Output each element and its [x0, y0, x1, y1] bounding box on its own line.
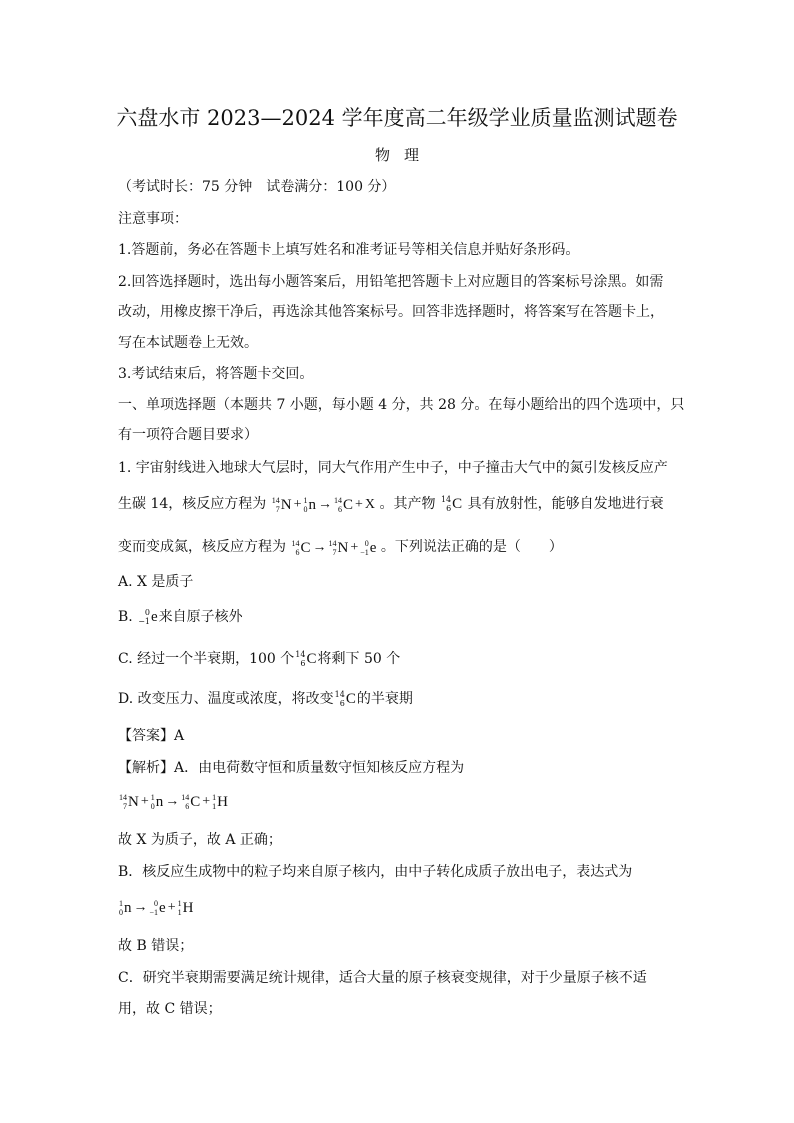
- answer-label: 【答案】A: [118, 728, 185, 744]
- question-1-stem-line-3: [118, 537, 563, 558]
- nuclide-N14: 14 7 N: [328, 538, 349, 557]
- nuclide-C14: 14 6 C: [334, 690, 356, 708]
- decay-equation: 14 6 C → 14 7 N + 0 −1 e: [291, 538, 377, 557]
- section-heading-line-2: 有一项符合题目要求）: [118, 427, 258, 443]
- nuclide-electron: 0 −1 e: [138, 608, 158, 626]
- stem-text: 变而变成氮，核反应方程为: [118, 539, 286, 555]
- option-a: A. X 是质子: [118, 574, 194, 590]
- nuclide-electron: 0 −1 e: [149, 898, 166, 917]
- analysis-a: 【解析】A．由电荷数守恒和质量数守恒知核反应方程为: [118, 760, 465, 776]
- nuclide-proton: 1 1 H: [212, 792, 229, 811]
- option-b: B. 0 −1 e 来自原子核外: [118, 608, 243, 626]
- nuclide-N14: 14 7 N: [271, 495, 292, 514]
- section-heading-line-1: 一、单项选择题（本题共 7 小题，每小题 4 分，共 28 分。在每小题给出的四个选项中，只: [118, 397, 685, 413]
- nuclide-neutron: 1 0 n: [303, 495, 316, 514]
- analysis-c-line-1: C．研究半衰期需要满足统计规律，适合大量的原子核衰变规律，对于少量原子核不适: [118, 970, 647, 986]
- exam-info: （考试时长：75 分钟 试卷满分：100 分）: [118, 179, 396, 195]
- nuclide-electron: 0 −1 e: [360, 538, 377, 557]
- stem-text: 。其产物: [379, 496, 436, 512]
- note-item-2-line-3: 写在本试题卷上无效。: [118, 335, 258, 351]
- formation-equation: 14 7 N + 1 0 n → 14 6 C + X: [271, 495, 376, 514]
- note-item-2-line-2: 改动，用橡皮擦干净后，再选涂其他答案标号。回答非选择题时，将答案写在答题卡上，: [118, 304, 664, 320]
- note-item-1: 1.答题前，务必在答题卡上填写姓名和准考证号等相关信息并贴好条形码。: [118, 242, 580, 258]
- stem-text: 生碳 14，核反应方程为: [118, 496, 267, 512]
- subject-label: 物理: [374, 146, 433, 164]
- nuclide-C14: 14 6 C: [295, 650, 317, 668]
- stem-text: 。下列说法正确的是（ ）: [380, 539, 563, 555]
- nuclide-neutron: 1 0 n: [119, 898, 132, 917]
- stem-text: 具有放射性，能够自发地进行衰: [467, 496, 664, 512]
- note-item-2-line-1: 2.回答选择题时，选出每小题答案后，用铅笔把答题卡上对应题目的答案标号涂黑。如需: [118, 274, 664, 290]
- exam-title: 六盘水市 2023—2024 学年度高二年级学业质量监测试题卷: [116, 106, 678, 130]
- nuclide-C14: 14 6 C: [333, 495, 353, 514]
- note-item-3: 3.考试结束后，将答题卡交回。: [118, 366, 314, 382]
- analysis-equation-a: 14 7 N + 1 0 n → 14 6 C + 1 1 H: [119, 792, 229, 811]
- question-1-stem-line-1: 1. 宇宙射线进入地球大气层时，同大气作用产生中子，中子撞击大气中的氮引发核反应产: [118, 460, 668, 476]
- option-c: C. 经过一个半衰期，100 个 14 6 C 将剩下 50 个: [118, 650, 401, 668]
- nuclide-C14: 14 6 C: [291, 538, 311, 557]
- nuclide-C14: 14 6 C: [181, 792, 201, 811]
- nuclide-proton: 1 1 H: [177, 898, 194, 917]
- nuclide-N14: 14 7 N: [119, 792, 139, 811]
- nuclide-C14: 14 6 C: [440, 495, 463, 513]
- analysis-b: B．核反应生成物中的粒子均来自原子核内，由中子转化成质子放出电子，表达式为: [118, 864, 633, 880]
- question-1-stem-line-2: [118, 494, 664, 515]
- analysis-c-line-2: 用，故 C 错误；: [118, 1001, 222, 1017]
- nuclide-neutron: 1 0 n: [150, 792, 164, 811]
- option-d: D. 改变压力、温度或浓度，将改变 14 6 C 的半衰期: [118, 690, 413, 708]
- conclusion-a: 故 X 为质子，故 A 正确；: [118, 832, 282, 848]
- analysis-equation-b: 1 0 n → 0 −1 e + 1 1 H: [119, 898, 194, 917]
- notes-heading: 注意事项：: [118, 211, 188, 227]
- conclusion-b: 故 B 错误；: [118, 938, 194, 954]
